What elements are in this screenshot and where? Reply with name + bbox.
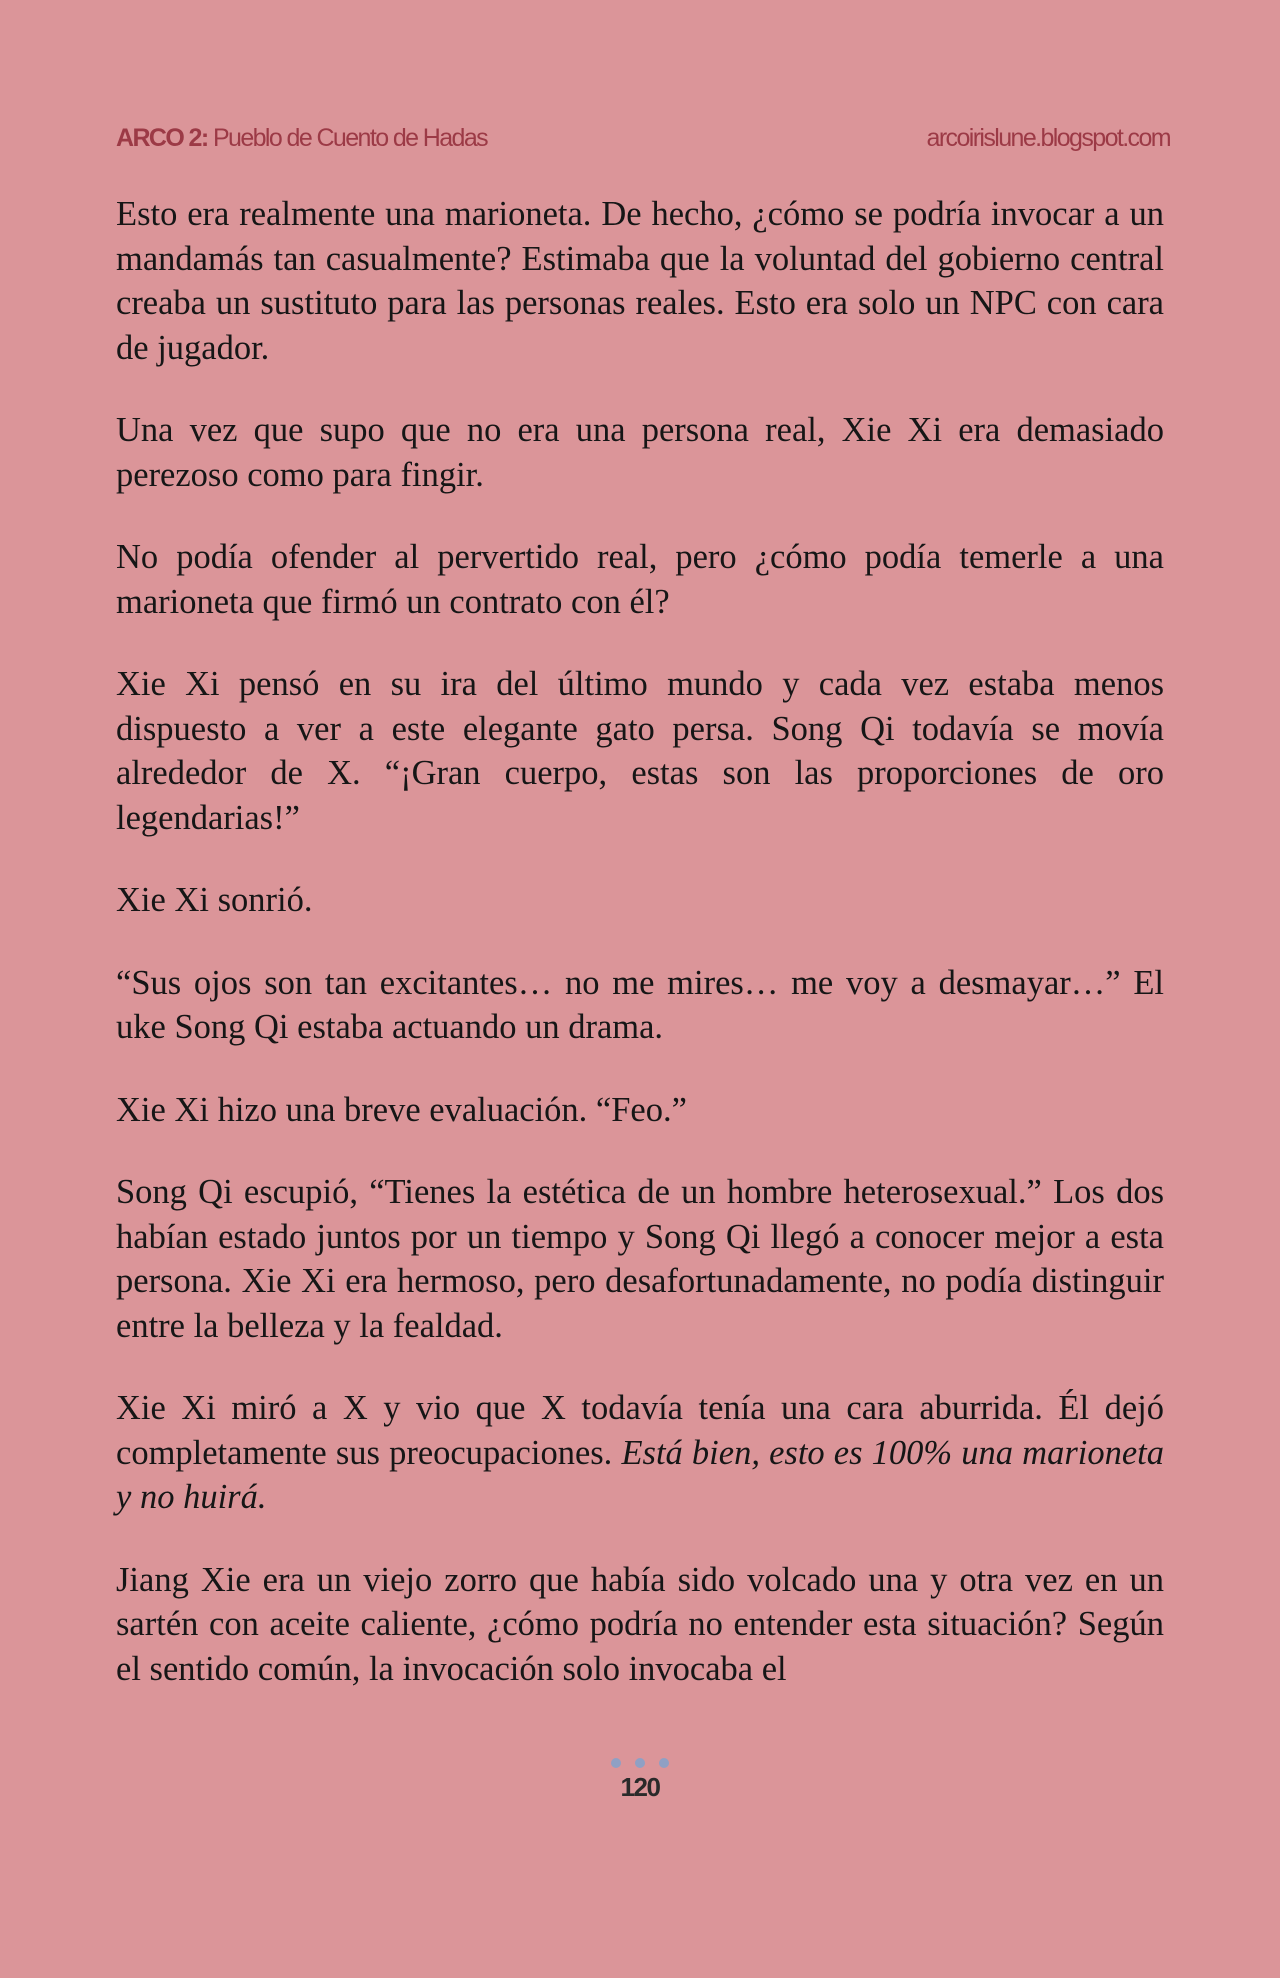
paragraph-9-text: Xie Xi miró a X y vio que X todavía tenía una cara aburrida. Él dejó completamente sus preocupaciones. bbox=[116, 1389, 1164, 1472]
footer-dots-ornament bbox=[0, 1758, 1280, 1770]
header-website: arcoirislune.blogspot.com bbox=[926, 123, 1170, 152]
page-footer bbox=[0, 1758, 1280, 1803]
paragraph-3: No podía ofender al pervertido real, pero ¿cómo podía temerle a una marioneta que firmó un contrato con él? bbox=[116, 538, 1164, 621]
paragraph-2: Una vez que supo que no era una persona real, Xie Xi era demasiado perezoso como para fingir. bbox=[116, 411, 1164, 494]
paragraph-9 bbox=[116, 1386, 1164, 1520]
header-arc-label: ARCO 2: bbox=[116, 123, 208, 152]
paragraph-6: “Sus ojos son tan excitantes… no me mires… me voy a desmayar…” El uke Song Qi estaba actuando un drama. bbox=[116, 963, 1164, 1046]
paragraph-5: Xie Xi sonrió. bbox=[116, 881, 313, 919]
paragraph-4: Xie Xi pensó en su ira del último mundo y cada vez estaba menos dispuesto a ver a este elegante gato persa. Song Qi todavía se movía alrededor de X. “¡Gran cuerpo, estas son las proporciones de oro legendarias!” bbox=[116, 665, 1164, 837]
ornament-dot-icon bbox=[611, 1758, 621, 1768]
paragraph-8: Song Qi escupió, “Tienes la estética de un hombre heterosexual.” Los dos habían estado juntos por un tiempo y Song Qi llegó a conocer mejor a esta persona. Xie Xi era hermoso, pero desafortunadamente, no podía distinguir entre la belleza y la fealdad. bbox=[116, 1173, 1164, 1345]
ornament-dot-icon bbox=[635, 1758, 645, 1768]
ornament-dot-icon bbox=[659, 1758, 669, 1768]
paragraph-9-italic-thought: Está bien, esto es 100% una marioneta y no huirá. bbox=[116, 1433, 1165, 1516]
page-header bbox=[116, 118, 1170, 158]
page-body bbox=[116, 192, 1164, 1691]
page-number: 120 bbox=[620, 1772, 660, 1802]
paragraph-10: Jiang Xie era un viejo zorro que había sido volcado una y otra vez en un sartén con aceite caliente, ¿cómo podría no entender esta situación? Según el sentido común, la invocación solo invocaba el bbox=[116, 1560, 1164, 1688]
paragraph-1: Esto era realmente una marioneta. De hecho, ¿cómo se podría invocar a un mandamás tan casualmente? Estimaba que la voluntad del gobierno central creaba un sustituto para las personas reales. Esto era solo un NPC con cara de jugador. bbox=[116, 195, 1164, 367]
header-book-title bbox=[116, 124, 487, 153]
header-arc-title: Pueblo de Cuento de Hadas bbox=[207, 123, 488, 152]
paragraph-7: Xie Xi hizo una breve evaluación. “Feo.” bbox=[116, 1090, 687, 1129]
